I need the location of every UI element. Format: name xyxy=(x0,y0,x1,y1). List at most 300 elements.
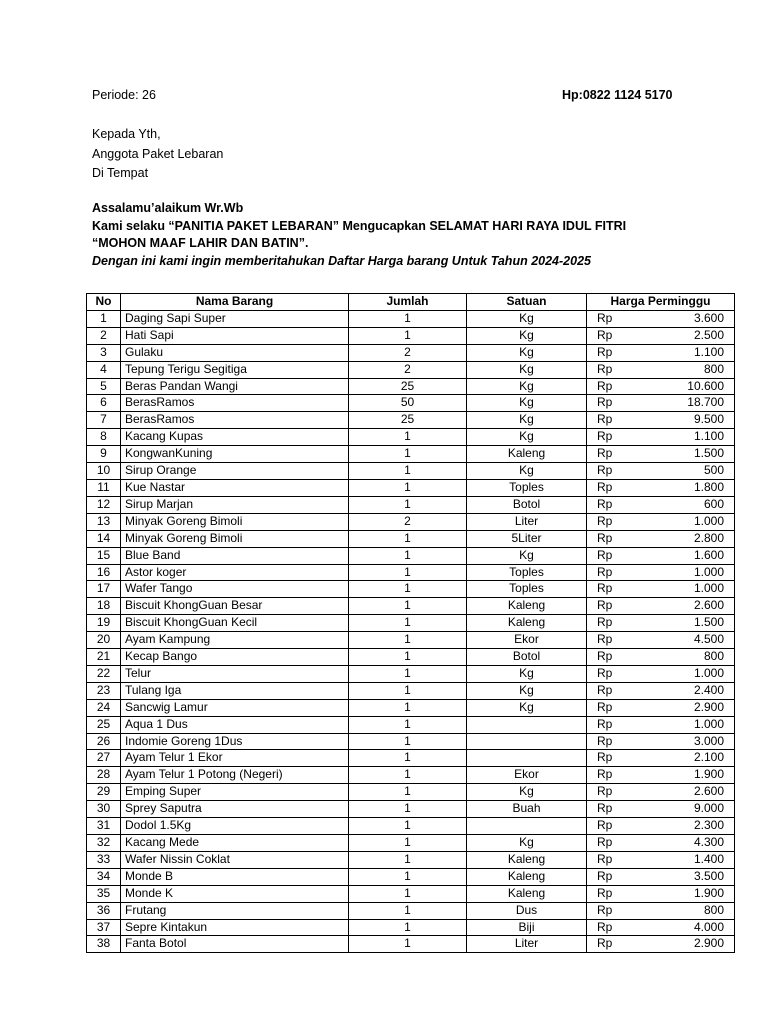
cell-nama-barang: Astor koger xyxy=(121,564,349,581)
cell-nama-barang: Minyak Goreng Bimoli xyxy=(121,530,349,547)
cell-satuan: Toples xyxy=(467,581,587,598)
cell-jumlah: 1 xyxy=(349,649,467,666)
price-value: 4.300 xyxy=(693,835,724,849)
cell-no: 29 xyxy=(87,784,121,801)
cell-no: 30 xyxy=(87,801,121,818)
cell-no: 2 xyxy=(87,327,121,344)
cell-satuan: Kg xyxy=(467,378,587,395)
cell-no: 15 xyxy=(87,547,121,564)
cell-nama-barang: Sancwig Lamur xyxy=(121,699,349,716)
cell-satuan: Kg xyxy=(467,835,587,852)
table-row xyxy=(87,581,735,598)
cell-satuan xyxy=(467,818,587,835)
table-row xyxy=(87,361,735,378)
price-value: 500 xyxy=(703,463,724,478)
cell-no: 13 xyxy=(87,513,121,530)
cell-jumlah: 1 xyxy=(349,801,467,818)
column-header-jumlah: Jumlah xyxy=(349,294,467,311)
cell-no: 14 xyxy=(87,530,121,547)
cell-jumlah: 1 xyxy=(349,479,467,496)
cell-nama-barang: Ayam Telur 1 Potong (Negeri) xyxy=(121,767,349,784)
cell-jumlah: 2 xyxy=(349,513,467,530)
cell-nama-barang: Ayam Kampung xyxy=(121,632,349,649)
cell-nama-barang: Biscuit KhongGuan Besar xyxy=(121,598,349,615)
cell-no: 35 xyxy=(87,885,121,902)
cell-jumlah: 1 xyxy=(349,716,467,733)
cell-jumlah: 1 xyxy=(349,851,467,868)
column-header-nama-barang: Nama Barang xyxy=(121,294,349,311)
table-row xyxy=(87,632,735,649)
price-value: 1.000 xyxy=(693,513,724,528)
cell-nama-barang: Kacang Mede xyxy=(121,835,349,852)
table-row xyxy=(87,818,735,835)
cell-no: 31 xyxy=(87,818,121,835)
cell-jumlah: 1 xyxy=(349,564,467,581)
cell-satuan: Liter xyxy=(467,936,587,953)
cell-nama-barang: Biscuit KhongGuan Kecil xyxy=(121,615,349,632)
cell-no: 11 xyxy=(87,479,121,496)
currency-label: Rp xyxy=(597,327,613,342)
currency-label: Rp xyxy=(597,598,613,613)
cell-jumlah: 1 xyxy=(349,632,467,649)
table-row xyxy=(87,767,735,784)
currency-label: Rp xyxy=(597,446,613,461)
price-table-body xyxy=(87,310,735,952)
cell-jumlah: 1 xyxy=(349,902,467,919)
table-row xyxy=(87,310,735,327)
cell-jumlah: 1 xyxy=(349,733,467,750)
price-value: 2.900 xyxy=(693,699,724,714)
price-value: 3.600 xyxy=(693,310,724,325)
currency-label: Rp xyxy=(597,632,613,647)
cell-satuan: Buah xyxy=(467,801,587,818)
greeting-notice: Dengan ini kami ingin memberitahukan Daftar Harga barang Untuk Tahun 2024-2025 xyxy=(92,253,591,268)
cell-satuan: Biji xyxy=(467,919,587,936)
cell-no: 7 xyxy=(87,412,121,429)
table-row xyxy=(87,513,735,530)
cell-satuan: Kaleng xyxy=(467,851,587,868)
table-row xyxy=(87,615,735,632)
cell-harga-perminggu xyxy=(587,429,735,446)
cell-harga-perminggu xyxy=(587,344,735,361)
table-row xyxy=(87,496,735,513)
phone-number: Hp:0822 1124 5170 xyxy=(562,88,673,102)
price-value: 800 xyxy=(703,902,724,917)
greeting-block xyxy=(92,200,626,270)
currency-label: Rp xyxy=(597,412,613,427)
cell-jumlah: 25 xyxy=(349,378,467,395)
cell-jumlah: 50 xyxy=(349,395,467,412)
table-row xyxy=(87,851,735,868)
cell-harga-perminggu xyxy=(587,395,735,412)
cell-harga-perminggu xyxy=(587,902,735,919)
address-block xyxy=(92,125,223,184)
price-value: 1.000 xyxy=(693,581,724,596)
cell-no: 36 xyxy=(87,902,121,919)
cell-nama-barang: Minyak Goreng Bimoli xyxy=(121,513,349,530)
price-value: 2.400 xyxy=(693,682,724,697)
table-row xyxy=(87,902,735,919)
currency-label: Rp xyxy=(597,818,613,833)
currency-label: Rp xyxy=(597,936,613,951)
price-value: 1.400 xyxy=(693,851,724,866)
currency-label: Rp xyxy=(597,733,613,748)
cell-no: 9 xyxy=(87,446,121,463)
table-row xyxy=(87,868,735,885)
cell-no: 26 xyxy=(87,733,121,750)
cell-nama-barang: Dodol 1.5Kg xyxy=(121,818,349,835)
price-value: 10.600 xyxy=(687,378,724,393)
cell-satuan: Kg xyxy=(467,429,587,446)
cell-satuan: Kaleng xyxy=(467,446,587,463)
cell-nama-barang: BerasRamos xyxy=(121,395,349,412)
cell-jumlah: 1 xyxy=(349,446,467,463)
cell-no: 6 xyxy=(87,395,121,412)
cell-satuan: Kg xyxy=(467,547,587,564)
price-value: 600 xyxy=(703,496,724,511)
cell-nama-barang: Wafer Nissin Coklat xyxy=(121,851,349,868)
currency-label: Rp xyxy=(597,463,613,478)
currency-label: Rp xyxy=(597,344,613,359)
currency-label: Rp xyxy=(597,699,613,714)
currency-label: Rp xyxy=(597,310,613,325)
cell-harga-perminggu xyxy=(587,784,735,801)
cell-nama-barang: Beras Pandan Wangi xyxy=(121,378,349,395)
table-row xyxy=(87,649,735,666)
table-row xyxy=(87,547,735,564)
cell-jumlah: 2 xyxy=(349,361,467,378)
cell-harga-perminggu xyxy=(587,496,735,513)
cell-jumlah: 1 xyxy=(349,530,467,547)
table-row xyxy=(87,412,735,429)
cell-no: 4 xyxy=(87,361,121,378)
cell-nama-barang: Sirup Orange xyxy=(121,463,349,480)
table-row xyxy=(87,598,735,615)
cell-nama-barang: Emping Super xyxy=(121,784,349,801)
cell-nama-barang: Fanta Botol xyxy=(121,936,349,953)
currency-label: Rp xyxy=(597,682,613,697)
address-line: Di Tempat xyxy=(92,166,149,180)
cell-harga-perminggu xyxy=(587,615,735,632)
currency-label: Rp xyxy=(597,868,613,883)
cell-harga-perminggu xyxy=(587,581,735,598)
cell-nama-barang: Frutang xyxy=(121,902,349,919)
cell-harga-perminggu xyxy=(587,835,735,852)
price-value: 2.100 xyxy=(693,750,724,765)
price-value: 18.700 xyxy=(687,395,724,410)
cell-no: 1 xyxy=(87,310,121,327)
table-row xyxy=(87,378,735,395)
cell-satuan: Kaleng xyxy=(467,885,587,902)
currency-label: Rp xyxy=(597,885,613,900)
cell-no: 22 xyxy=(87,665,121,682)
cell-jumlah: 1 xyxy=(349,919,467,936)
currency-label: Rp xyxy=(597,378,613,393)
cell-no: 8 xyxy=(87,429,121,446)
cell-jumlah: 1 xyxy=(349,310,467,327)
currency-label: Rp xyxy=(597,716,613,731)
cell-jumlah: 1 xyxy=(349,936,467,953)
cell-nama-barang: Kue Nastar xyxy=(121,479,349,496)
table-row xyxy=(87,784,735,801)
cell-harga-perminggu xyxy=(587,530,735,547)
currency-label: Rp xyxy=(597,361,613,376)
cell-harga-perminggu xyxy=(587,547,735,564)
price-value: 2.600 xyxy=(693,784,724,799)
currency-label: Rp xyxy=(597,429,613,444)
cell-no: 10 xyxy=(87,463,121,480)
cell-no: 33 xyxy=(87,851,121,868)
cell-satuan: Kg xyxy=(467,463,587,480)
cell-harga-perminggu xyxy=(587,818,735,835)
price-value: 9.500 xyxy=(693,412,724,427)
cell-jumlah: 1 xyxy=(349,463,467,480)
cell-satuan: Ekor xyxy=(467,767,587,784)
cell-harga-perminggu xyxy=(587,885,735,902)
cell-harga-perminggu xyxy=(587,868,735,885)
cell-no: 21 xyxy=(87,649,121,666)
cell-jumlah: 1 xyxy=(349,665,467,682)
cell-nama-barang: Kecap Bango xyxy=(121,649,349,666)
price-value: 4.500 xyxy=(693,632,724,647)
cell-nama-barang: Blue Band xyxy=(121,547,349,564)
cell-jumlah: 25 xyxy=(349,412,467,429)
column-header-harga-perminggu: Harga Perminggu xyxy=(587,294,735,311)
cell-harga-perminggu xyxy=(587,463,735,480)
cell-satuan: Kaleng xyxy=(467,868,587,885)
table-row xyxy=(87,699,735,716)
currency-label: Rp xyxy=(597,665,613,680)
cell-harga-perminggu xyxy=(587,919,735,936)
cell-nama-barang: Kacang Kupas xyxy=(121,429,349,446)
price-value: 800 xyxy=(703,361,724,376)
cell-jumlah: 1 xyxy=(349,547,467,564)
price-value: 3.500 xyxy=(693,868,724,883)
currency-label: Rp xyxy=(597,919,613,934)
cell-harga-perminggu xyxy=(587,632,735,649)
price-value: 1.500 xyxy=(693,446,724,461)
cell-harga-perminggu xyxy=(587,649,735,666)
cell-harga-perminggu xyxy=(587,327,735,344)
cell-no: 16 xyxy=(87,564,121,581)
greeting-apology: “MOHON MAAF LAHIR DAN BATIN”. xyxy=(92,236,309,250)
cell-jumlah: 1 xyxy=(349,885,467,902)
currency-label: Rp xyxy=(597,479,613,494)
cell-satuan: Botol xyxy=(467,496,587,513)
cell-harga-perminggu xyxy=(587,446,735,463)
price-value: 4.000 xyxy=(693,919,724,934)
cell-no: 19 xyxy=(87,615,121,632)
currency-label: Rp xyxy=(597,851,613,866)
cell-jumlah: 1 xyxy=(349,598,467,615)
cell-satuan: 5Liter xyxy=(467,530,587,547)
cell-satuan xyxy=(467,733,587,750)
cell-satuan: Kg xyxy=(467,310,587,327)
currency-label: Rp xyxy=(597,767,613,782)
cell-satuan: Kg xyxy=(467,665,587,682)
table-row xyxy=(87,479,735,496)
cell-satuan: Toples xyxy=(467,479,587,496)
currency-label: Rp xyxy=(597,547,613,562)
cell-no: 3 xyxy=(87,344,121,361)
currency-label: Rp xyxy=(597,801,613,816)
cell-nama-barang: Monde B xyxy=(121,868,349,885)
cell-jumlah: 1 xyxy=(349,784,467,801)
cell-harga-perminggu xyxy=(587,598,735,615)
cell-harga-perminggu xyxy=(587,936,735,953)
price-value: 1.000 xyxy=(693,564,724,579)
greeting-announcement: Kami selaku “PANITIA PAKET LEBARAN” Mengucapkan SELAMAT HARI RAYA IDUL FITRI xyxy=(92,218,627,233)
table-row xyxy=(87,665,735,682)
column-header-no: No xyxy=(87,294,121,311)
table-row xyxy=(87,446,735,463)
cell-jumlah: 1 xyxy=(349,429,467,446)
cell-harga-perminggu xyxy=(587,361,735,378)
price-table xyxy=(86,293,735,953)
cell-no: 12 xyxy=(87,496,121,513)
cell-nama-barang: Daging Sapi Super xyxy=(121,310,349,327)
price-value: 9.000 xyxy=(693,801,724,816)
periode-label: Periode: 26 xyxy=(92,88,156,102)
cell-nama-barang: Telur xyxy=(121,665,349,682)
cell-satuan: Kaleng xyxy=(467,598,587,615)
cell-harga-perminggu xyxy=(587,665,735,682)
cell-harga-perminggu xyxy=(587,412,735,429)
cell-satuan: Kg xyxy=(467,395,587,412)
cell-jumlah: 1 xyxy=(349,818,467,835)
cell-nama-barang: Indomie Goreng 1Dus xyxy=(121,733,349,750)
price-value: 1.900 xyxy=(693,767,724,782)
currency-label: Rp xyxy=(597,513,613,528)
table-row xyxy=(87,919,735,936)
currency-label: Rp xyxy=(597,750,613,765)
cell-jumlah: 1 xyxy=(349,327,467,344)
cell-nama-barang: Aqua 1 Dus xyxy=(121,716,349,733)
cell-nama-barang: Sirup Marjan xyxy=(121,496,349,513)
address-line: Kepada Yth, xyxy=(92,127,161,141)
cell-satuan: Kg xyxy=(467,327,587,344)
cell-no: 27 xyxy=(87,750,121,767)
table-row xyxy=(87,395,735,412)
cell-jumlah: 1 xyxy=(349,767,467,784)
price-value: 2.300 xyxy=(693,818,724,833)
cell-harga-perminggu xyxy=(587,851,735,868)
cell-satuan: Kg xyxy=(467,344,587,361)
cell-no: 28 xyxy=(87,767,121,784)
price-value: 1.900 xyxy=(693,885,724,900)
currency-label: Rp xyxy=(597,649,613,664)
address-line: Anggota Paket Lebaran xyxy=(92,146,224,161)
cell-harga-perminggu xyxy=(587,699,735,716)
cell-satuan: Toples xyxy=(467,564,587,581)
cell-harga-perminggu xyxy=(587,513,735,530)
cell-satuan: Kg xyxy=(467,784,587,801)
cell-nama-barang: KongwanKuning xyxy=(121,446,349,463)
cell-jumlah: 1 xyxy=(349,682,467,699)
cell-nama-barang: Ayam Telur 1 Ekor xyxy=(121,750,349,767)
table-row xyxy=(87,530,735,547)
price-value: 2.600 xyxy=(693,598,724,613)
table-row xyxy=(87,327,735,344)
table-row xyxy=(87,936,735,953)
price-value: 800 xyxy=(703,649,724,664)
price-value: 3.000 xyxy=(693,733,724,748)
currency-label: Rp xyxy=(597,784,613,799)
cell-no: 23 xyxy=(87,682,121,699)
price-value: 1.100 xyxy=(693,344,724,359)
table-row xyxy=(87,733,735,750)
price-value: 2.800 xyxy=(693,530,724,545)
cell-nama-barang: Wafer Tango xyxy=(121,581,349,598)
price-value: 2.900 xyxy=(693,936,724,951)
currency-label: Rp xyxy=(597,615,613,630)
cell-satuan: Kg xyxy=(467,699,587,716)
cell-harga-perminggu xyxy=(587,716,735,733)
cell-nama-barang: Tulang Iga xyxy=(121,682,349,699)
cell-jumlah: 1 xyxy=(349,615,467,632)
price-value: 1.800 xyxy=(693,479,724,494)
cell-satuan: Kg xyxy=(467,361,587,378)
cell-jumlah: 1 xyxy=(349,868,467,885)
cell-satuan: Kg xyxy=(467,682,587,699)
cell-harga-perminggu xyxy=(587,733,735,750)
price-value: 1.600 xyxy=(693,547,724,562)
cell-satuan xyxy=(467,750,587,767)
table-row xyxy=(87,801,735,818)
cell-no: 34 xyxy=(87,868,121,885)
cell-satuan: Liter xyxy=(467,513,587,530)
cell-harga-perminggu xyxy=(587,479,735,496)
cell-no: 25 xyxy=(87,716,121,733)
cell-satuan: Botol xyxy=(467,649,587,666)
table-row xyxy=(87,463,735,480)
price-value: 1.000 xyxy=(693,716,724,731)
cell-no: 20 xyxy=(87,632,121,649)
column-header-satuan: Satuan xyxy=(467,294,587,311)
table-row xyxy=(87,750,735,767)
currency-label: Rp xyxy=(597,581,613,596)
currency-label: Rp xyxy=(597,496,613,511)
currency-label: Rp xyxy=(597,530,613,545)
price-value: 2.500 xyxy=(693,327,724,342)
cell-nama-barang: Sprey Saputra xyxy=(121,801,349,818)
table-row xyxy=(87,682,735,699)
table-row xyxy=(87,885,735,902)
cell-satuan: Ekor xyxy=(467,632,587,649)
cell-harga-perminggu xyxy=(587,801,735,818)
cell-no: 17 xyxy=(87,581,121,598)
cell-jumlah: 1 xyxy=(349,699,467,716)
cell-satuan xyxy=(467,716,587,733)
cell-nama-barang: Monde K xyxy=(121,885,349,902)
cell-nama-barang: Sepre Kintakun xyxy=(121,919,349,936)
price-value: 1.100 xyxy=(693,429,724,444)
cell-no: 18 xyxy=(87,598,121,615)
cell-no: 24 xyxy=(87,699,121,716)
cell-satuan: Dus xyxy=(467,902,587,919)
cell-jumlah: 1 xyxy=(349,581,467,598)
cell-harga-perminggu xyxy=(587,682,735,699)
price-value: 1.500 xyxy=(693,615,724,630)
cell-no: 5 xyxy=(87,378,121,395)
cell-nama-barang: Gulaku xyxy=(121,344,349,361)
cell-nama-barang: BerasRamos xyxy=(121,412,349,429)
table-row xyxy=(87,344,735,361)
cell-nama-barang: Tepung Terigu Segitiga xyxy=(121,361,349,378)
cell-harga-perminggu xyxy=(587,564,735,581)
currency-label: Rp xyxy=(597,564,613,579)
greeting-salam: Assalamu’alaikum Wr.Wb xyxy=(92,201,244,215)
